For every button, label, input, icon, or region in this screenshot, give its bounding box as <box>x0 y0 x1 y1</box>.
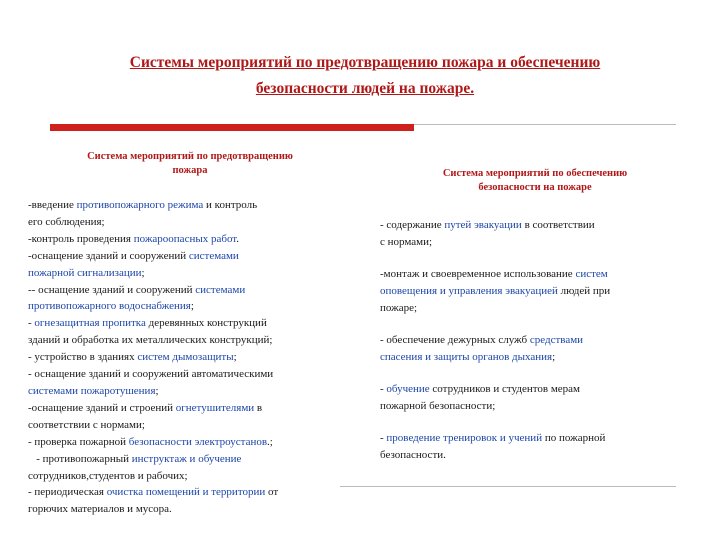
text-segment: -монтаж и своевременное использование <box>380 268 576 280</box>
text-segment: ; <box>190 300 194 313</box>
text-segment: - <box>28 317 35 330</box>
list-line <box>28 214 353 231</box>
text-segment: ; <box>233 351 237 364</box>
list-line <box>28 468 353 485</box>
safety-measures-list <box>380 217 680 479</box>
list-line <box>28 349 353 366</box>
highlighted-term: огнезащитная пропитка <box>34 317 146 330</box>
text-segment: горючих материалов и мусора. <box>28 503 172 516</box>
text-segment: -оснащение зданий и строений <box>28 401 176 414</box>
highlighted-term: систем дымозащиты <box>137 351 234 364</box>
text-segment: - проверка пожарной <box>28 435 129 448</box>
text-segment: - оснащение зданий и сооружений автоматическими <box>28 368 274 381</box>
text-segment: - <box>380 383 387 395</box>
list-line <box>28 298 353 315</box>
text-segment: -введение <box>28 199 77 211</box>
highlighted-term: системами <box>188 249 239 262</box>
highlighted-term: противопожарного водоснабжения <box>28 300 191 313</box>
list-line <box>380 398 680 415</box>
list-line <box>28 400 353 417</box>
text-segment: пожаре; <box>380 302 418 314</box>
list-line <box>28 248 353 265</box>
list-line <box>28 366 353 383</box>
list-item <box>380 430 680 464</box>
highlighted-term: систем <box>575 268 608 280</box>
text-segment: - периодическая <box>28 486 107 499</box>
list-line <box>28 282 353 299</box>
list-line <box>28 383 353 400</box>
list-line <box>28 315 353 332</box>
text-segment: - противопожарный <box>28 452 132 465</box>
text-segment: - обеспечение дежурных служб <box>380 334 530 346</box>
text-segment: -- оснащение зданий и сооружений <box>28 283 196 296</box>
highlighted-term: очистка помещений и территории <box>106 486 266 499</box>
title-line-2: безопасности людей на пожаре. <box>255 80 475 97</box>
text-segment: сотрудников и студентов мерам <box>429 383 581 395</box>
list-line <box>380 217 680 234</box>
list-line <box>28 434 353 451</box>
text-segment: -контроль проведения <box>28 232 134 245</box>
text-segment: его соблюдения; <box>28 215 105 228</box>
list-line <box>380 234 680 251</box>
list-line <box>380 283 680 300</box>
left-column-heading <box>40 150 340 178</box>
highlighted-term: проведение тренировок и учений <box>386 432 543 444</box>
list-line <box>380 300 680 317</box>
text-segment: с нормами; <box>380 236 433 248</box>
highlighted-term: пожароопасных работ <box>133 232 237 245</box>
highlighted-term: огнетушителями <box>175 401 255 414</box>
text-segment: пожарной безопасности; <box>380 400 496 412</box>
highlighted-term: системами <box>195 283 246 296</box>
highlighted-term: противопожарного режима <box>76 199 204 211</box>
text-segment: зданий и обработка их металлических конструкций; <box>28 334 273 347</box>
highlighted-term: безопасности электроустанов <box>128 435 268 448</box>
list-line <box>28 501 353 518</box>
list-line <box>28 265 353 282</box>
bottom-divider <box>340 486 676 487</box>
thin-divider <box>414 124 676 125</box>
title-line-1: Системы мероприятий по предотвращению пожара и обеспечению <box>129 54 601 71</box>
text-segment: в <box>254 401 263 414</box>
text-segment: ; <box>141 266 145 279</box>
prevention-measures-list <box>28 197 353 518</box>
text-segment: людей при <box>557 285 611 297</box>
list-line <box>28 451 353 468</box>
list-item <box>380 381 680 415</box>
text-segment: в соответствии <box>521 219 595 231</box>
text-segment: - содержание <box>380 219 445 231</box>
list-line <box>28 417 353 434</box>
list-line <box>28 484 353 501</box>
text-segment: . <box>236 232 240 245</box>
list-line <box>380 332 680 349</box>
list-item <box>380 332 680 366</box>
text-segment: деревянных конструкций <box>145 317 267 330</box>
right-heading-line-1: Система мероприятий по обеспечению <box>442 168 628 179</box>
text-segment: - <box>380 432 387 444</box>
right-heading-line-2: безопасности на пожаре <box>478 182 592 193</box>
right-column-heading <box>400 167 670 195</box>
highlighted-term: системами пожаротушения <box>28 384 156 397</box>
highlighted-term: обучение <box>386 383 430 395</box>
page-title <box>40 50 690 102</box>
highlighted-term: путей эвакуации <box>444 219 522 231</box>
highlighted-term: спасения и защиты органов дыхания <box>380 351 553 363</box>
left-heading-line-1: Система мероприятий по предотвращению <box>87 151 293 162</box>
accent-divider <box>50 124 414 131</box>
highlighted-term: пожарной сигнализации <box>28 266 142 279</box>
text-segment: от <box>265 486 279 499</box>
list-line <box>28 332 353 349</box>
text-segment: безопасности. <box>380 449 446 461</box>
text-segment: соответствии с нормами; <box>28 418 145 431</box>
list-line <box>28 197 353 214</box>
list-item <box>380 266 680 317</box>
text-segment: и контроль <box>203 199 258 211</box>
text-segment: .; <box>267 435 273 448</box>
list-line <box>380 349 680 366</box>
text-segment: -оснащение зданий и сооружений <box>28 249 189 262</box>
highlighted-term: оповещения и управления эвакуацией <box>380 285 558 297</box>
highlighted-term: средствами <box>529 334 584 346</box>
list-line <box>28 231 353 248</box>
list-item <box>380 217 680 251</box>
text-segment: сотрудников,студентов и рабочих; <box>28 469 188 482</box>
list-line <box>380 447 680 464</box>
left-heading-line-2: пожара <box>172 165 208 176</box>
text-segment: - устройство в зданиях <box>28 351 138 364</box>
text-segment: по пожарной <box>542 432 606 444</box>
list-line <box>380 266 680 283</box>
list-line <box>380 381 680 398</box>
text-segment: ; <box>155 384 159 397</box>
highlighted-term: инструктаж и обучение <box>131 452 242 465</box>
list-line <box>380 430 680 447</box>
text-segment: ; <box>552 351 556 363</box>
